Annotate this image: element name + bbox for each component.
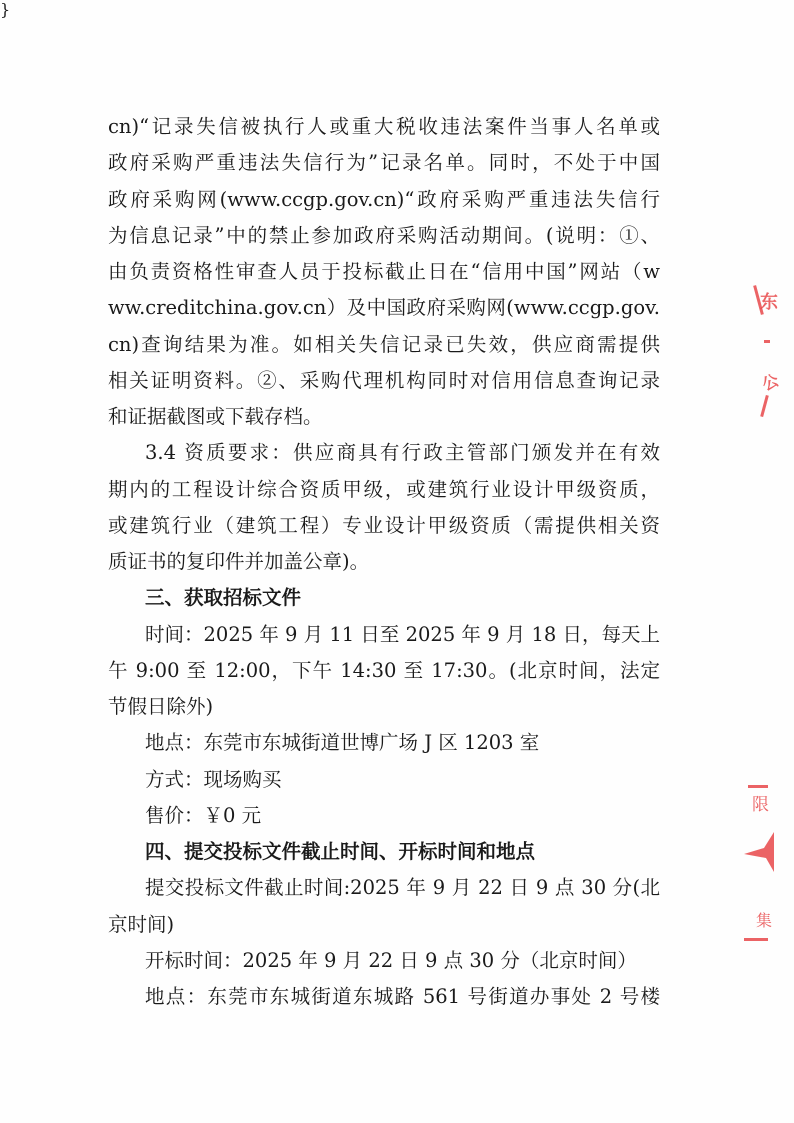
text-line: 售价：￥0 元 [145,803,262,827]
text-line: 相关证明资料。②、采购代理机构同时对信用信息查询记录 [108,368,660,392]
text-line: 开标时间：2025 年 9 月 22 日 9 点 30 分（北京时间） [145,948,637,972]
section-heading: 四、提交投标文件截止时间、开标时间和地点 [145,840,536,863]
text-line: 方式：现场购买 [145,767,282,791]
text-line: cn)查询结果为准。如相关失信记录已失效，供应商需提供 [108,332,660,356]
text-line: ww.creditchina.gov.cn）及中国政府采购网(www.ccgp.gov. [108,296,660,320]
text-line: 地点：东莞市东城街道世博广场 J 区 1203 室 [145,731,540,755]
text-line: 地点：东莞市东城街道东城路 561 号街道办事处 2 号楼 [145,985,660,1008]
text-line: cn)“记录失信被执行人或重大税收违法案件当事人名单或 [108,115,660,138]
text-line: 提交投标文件截止时间:2025 年 9 月 22 日 9 点 30 分(北 [145,876,660,900]
text-line: 午 9:00 至 12:00，下午 14:30 至 17:30。(北京时间，法定 [108,658,660,682]
text-line: 节假日除外) [108,695,214,718]
seal-char: 限 [752,795,769,815]
text-line: 期内的工程设计综合资质甲级，或建筑行业设计甲级资质， [108,477,660,501]
text-line: 时间：2025 年 9 月 11 日至 2025 年 9 月 18 日，每天上 [145,622,660,646]
seal-char: 公 [759,370,782,395]
text-line: 为信息记录”中的禁止参加政府采购活动期间。(说明：①、 [108,223,660,247]
text-line: 由负责资格性审查人员于投标截止日在“信用中国”网站（w [108,260,660,283]
text-line: 质证书的复印件并加盖公章)。 [108,550,370,573]
text-line: 3.4 资质要求：供应商具有行政主管部门颁发并在有效 [145,441,660,465]
text-line: 政府采购严重违法失信行为”记录名单。同时，不处于中国 [108,151,660,175]
text-line: 京时间) [108,912,175,936]
section-heading: 三、获取招标文件 [145,586,302,610]
text-line: 政府采购网(www.ccgp.gov.cn)“政府采购严重违法失信行 [108,187,660,211]
seal-fragment-top: 东 公 } [0,0,794,19]
seal-char: 集 [756,911,773,930]
text-line: 或建筑行业（建筑工程）专业设计甲级资质（需提供相关资 [108,513,660,537]
seal-char: 东 [760,292,778,313]
text-line: 和证据截图或下载存档。 [108,405,323,428]
seal-star-icon [744,832,774,872]
